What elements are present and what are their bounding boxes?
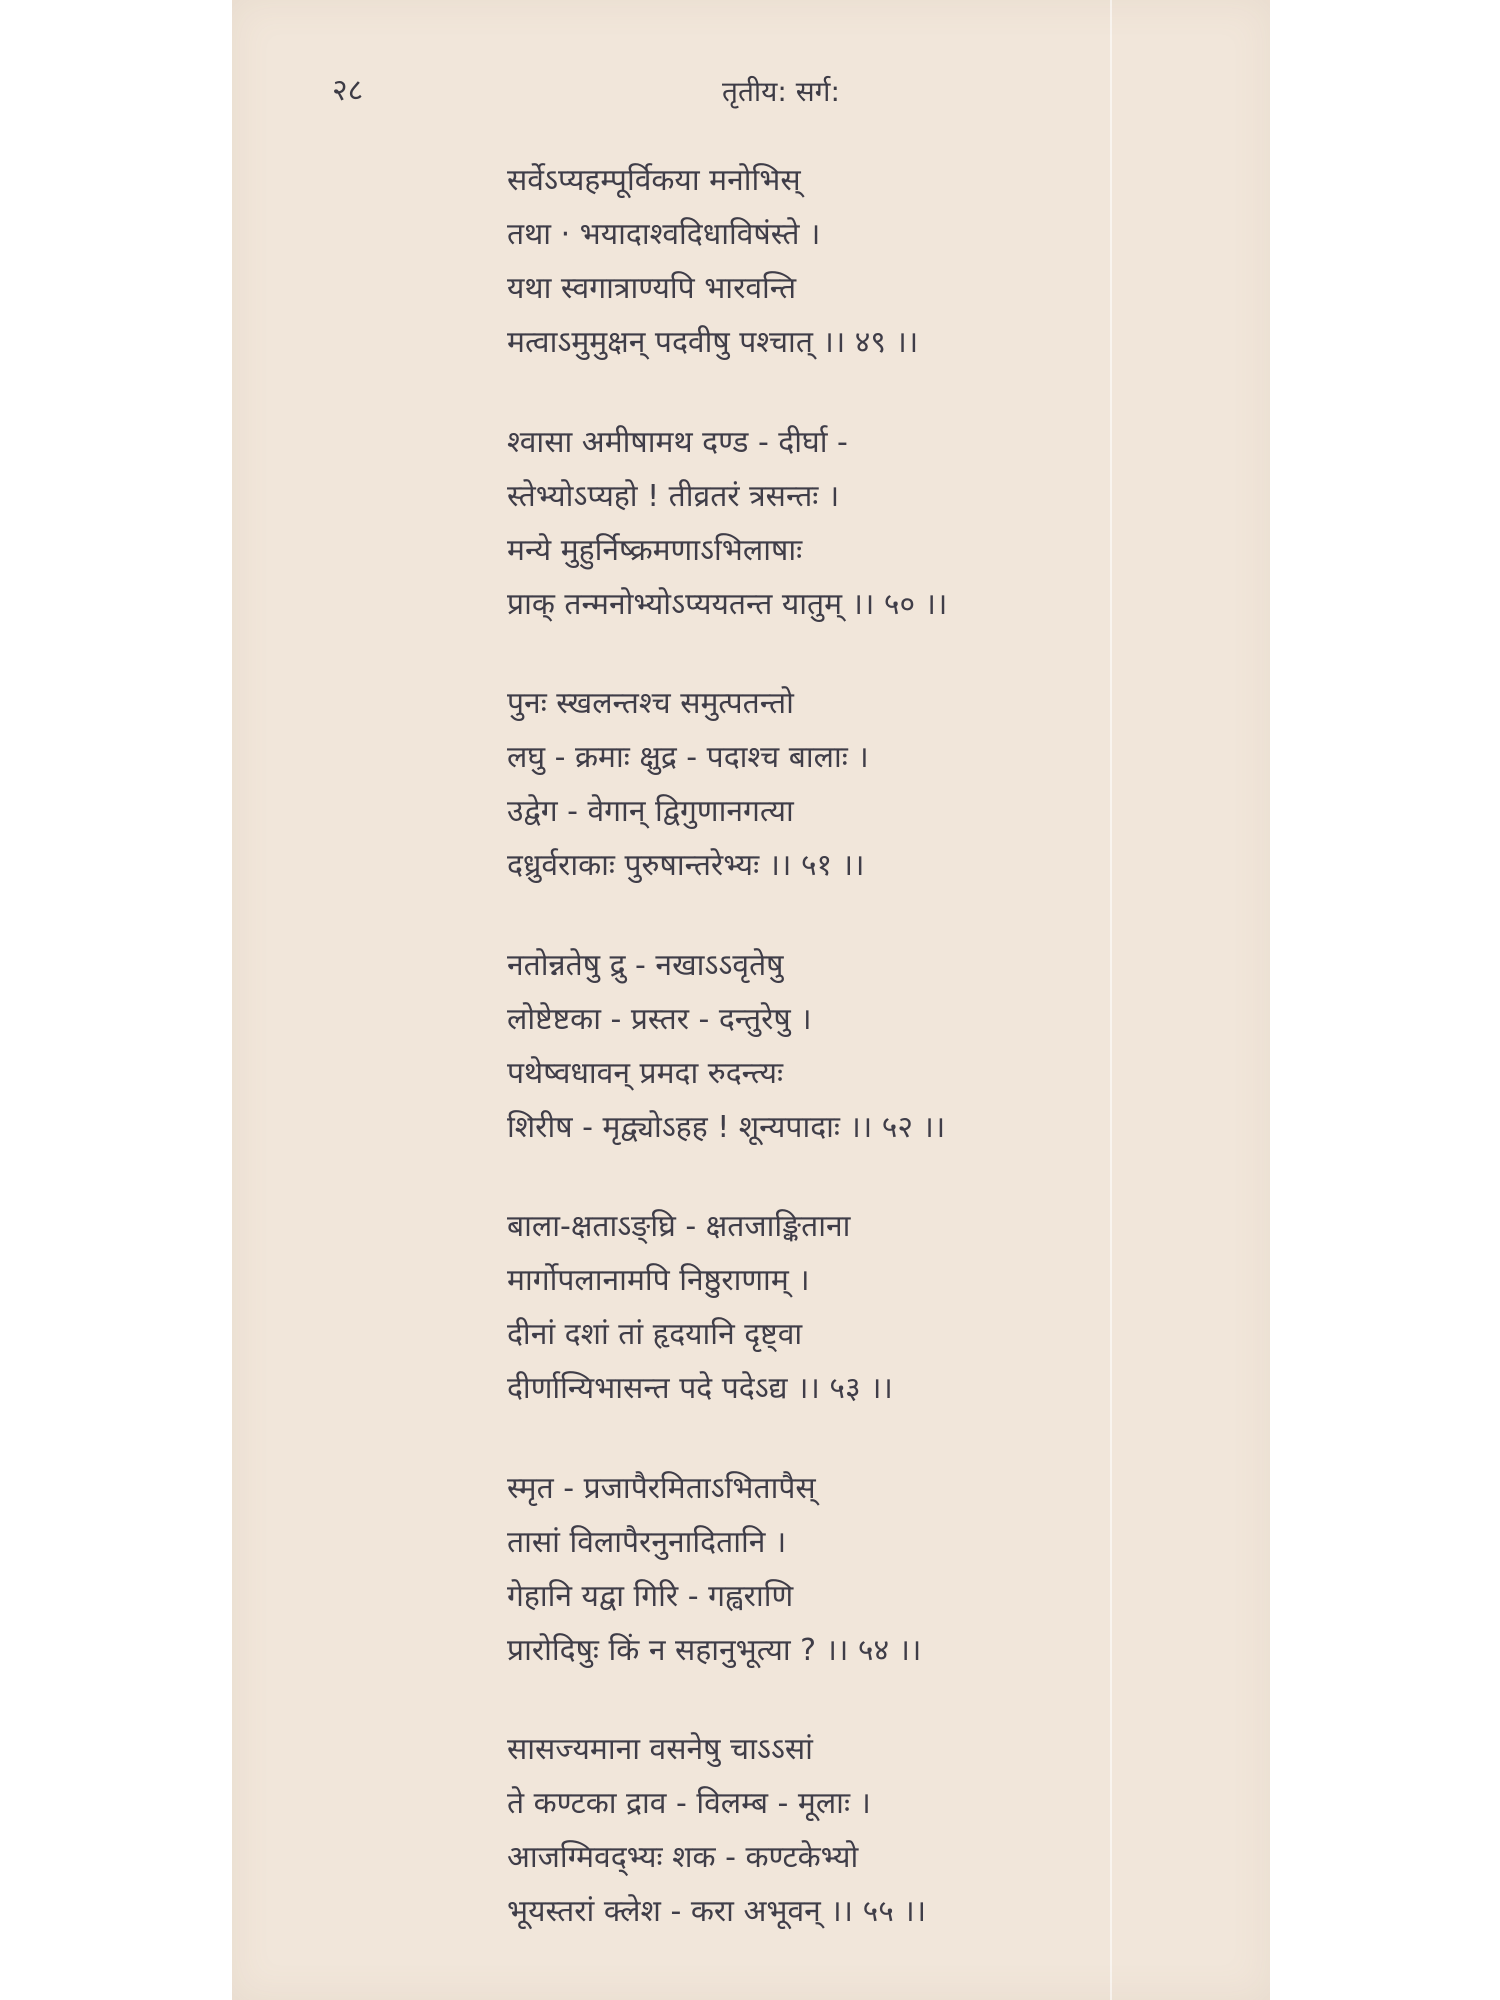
verse-line: भूयस्तरां क्लेश - करा अभूवन् ।। ५५ ।। <box>507 1894 927 1929</box>
verse-50 <box>507 416 1157 632</box>
page-number: २८ <box>332 73 364 108</box>
book-page <box>232 0 1270 2000</box>
verse-line: गेहानि यद्वा गिरि - गह्वराणि <box>507 1579 794 1614</box>
verse-51 <box>507 677 1157 893</box>
verse-line: स्मृत - प्रजापैरमिताऽभितापैस् <box>507 1471 816 1506</box>
verse-line: यथा स्वगात्राण्यपि भारवन्ति <box>507 271 797 306</box>
verse-line: दीनां दशां तां हृदयानि दृष्ट्वा <box>507 1317 803 1352</box>
verse-line: लघु - क्रमाः क्षुद्र - पदाश्च बालाः । <box>507 740 869 775</box>
verse-line: प्रारोदिषुः किं न सहानुभूत्या ? ।। ५४ ।। <box>507 1633 922 1668</box>
verse-line: दध्रुर्वराकाः पुरुषान्तरेभ्यः ।। ५१ ।। <box>507 848 865 883</box>
verse-line: तथा · भयादाश्वदिधाविषंस्ते । <box>507 217 821 252</box>
verse-54 <box>507 1462 1157 1678</box>
verse-line: दीर्णान्यिभासन्त पदे पदेऽद्य ।। ५३ ।। <box>507 1371 893 1406</box>
verse-line: सासज्यमाना वसनेषु चाऽऽसां <box>507 1732 813 1767</box>
verse-line: पुनः स्खलन्तश्च समुत्पतन्तो <box>507 686 794 721</box>
verse-line: तासां विलापैरनुनादितानि । <box>507 1525 787 1560</box>
verse-line: प्राक् तन्मनोभ्योऽप्ययतन्त यातुम् ।। ५० ।। <box>507 587 948 622</box>
verse-line: उद्वेग - वेगान् द्विगुणानगत्या <box>507 794 794 829</box>
verse-line: नतोन्नतेषु द्रु - नखाऽऽवृतेषु <box>507 948 784 983</box>
verse-line: मन्ये मुहुर्निष्क्रमणाऽभिलाषाः <box>507 533 803 568</box>
verse-53 <box>507 1200 1157 1416</box>
verse-line: ते कण्टका द्राव - विलम्ब - मूलाः । <box>507 1786 871 1821</box>
verse-line: आजग्मिवद्भ्यः शक - कण्टकेभ्यो <box>507 1840 859 1875</box>
running-head: तृतीय: सर्ग: <box>722 75 840 108</box>
verse-line: श्वासा अमीषामथ दण्ड - दीर्घा - <box>507 425 848 460</box>
verse-line: शिरीष - मृद्व्योऽहह ! शून्यपादाः ।। ५२ ।। <box>507 1110 946 1145</box>
verse-line: लोष्टेष्टका - प्रस्तर - दन्तुरेषु । <box>507 1002 812 1037</box>
verse-line: पथेष्वधावन् प्रमदा रुदन्त्यः <box>507 1056 784 1091</box>
verse-52 <box>507 939 1157 1155</box>
verse-line: बाला-क्षताऽङ्घ्रि - क्षतजाङ्किताना <box>507 1209 851 1244</box>
verse-line: मार्गोपलानामपि निष्ठुराणाम् । <box>507 1263 810 1298</box>
verse-55 <box>507 1723 1157 1939</box>
verse-line: स्तेभ्योऽप्यहो ! तीव्रतरं त्रसन्तः । <box>507 479 840 514</box>
verse-line: मत्वाऽमुमुक्षन् पदवीषु पश्चात् ।। ४९ ।। <box>507 325 919 360</box>
verse-line: सर्वेऽप्यहम्पूर्विकया मनोभिस् <box>507 163 801 198</box>
verse-49 <box>507 154 1157 370</box>
